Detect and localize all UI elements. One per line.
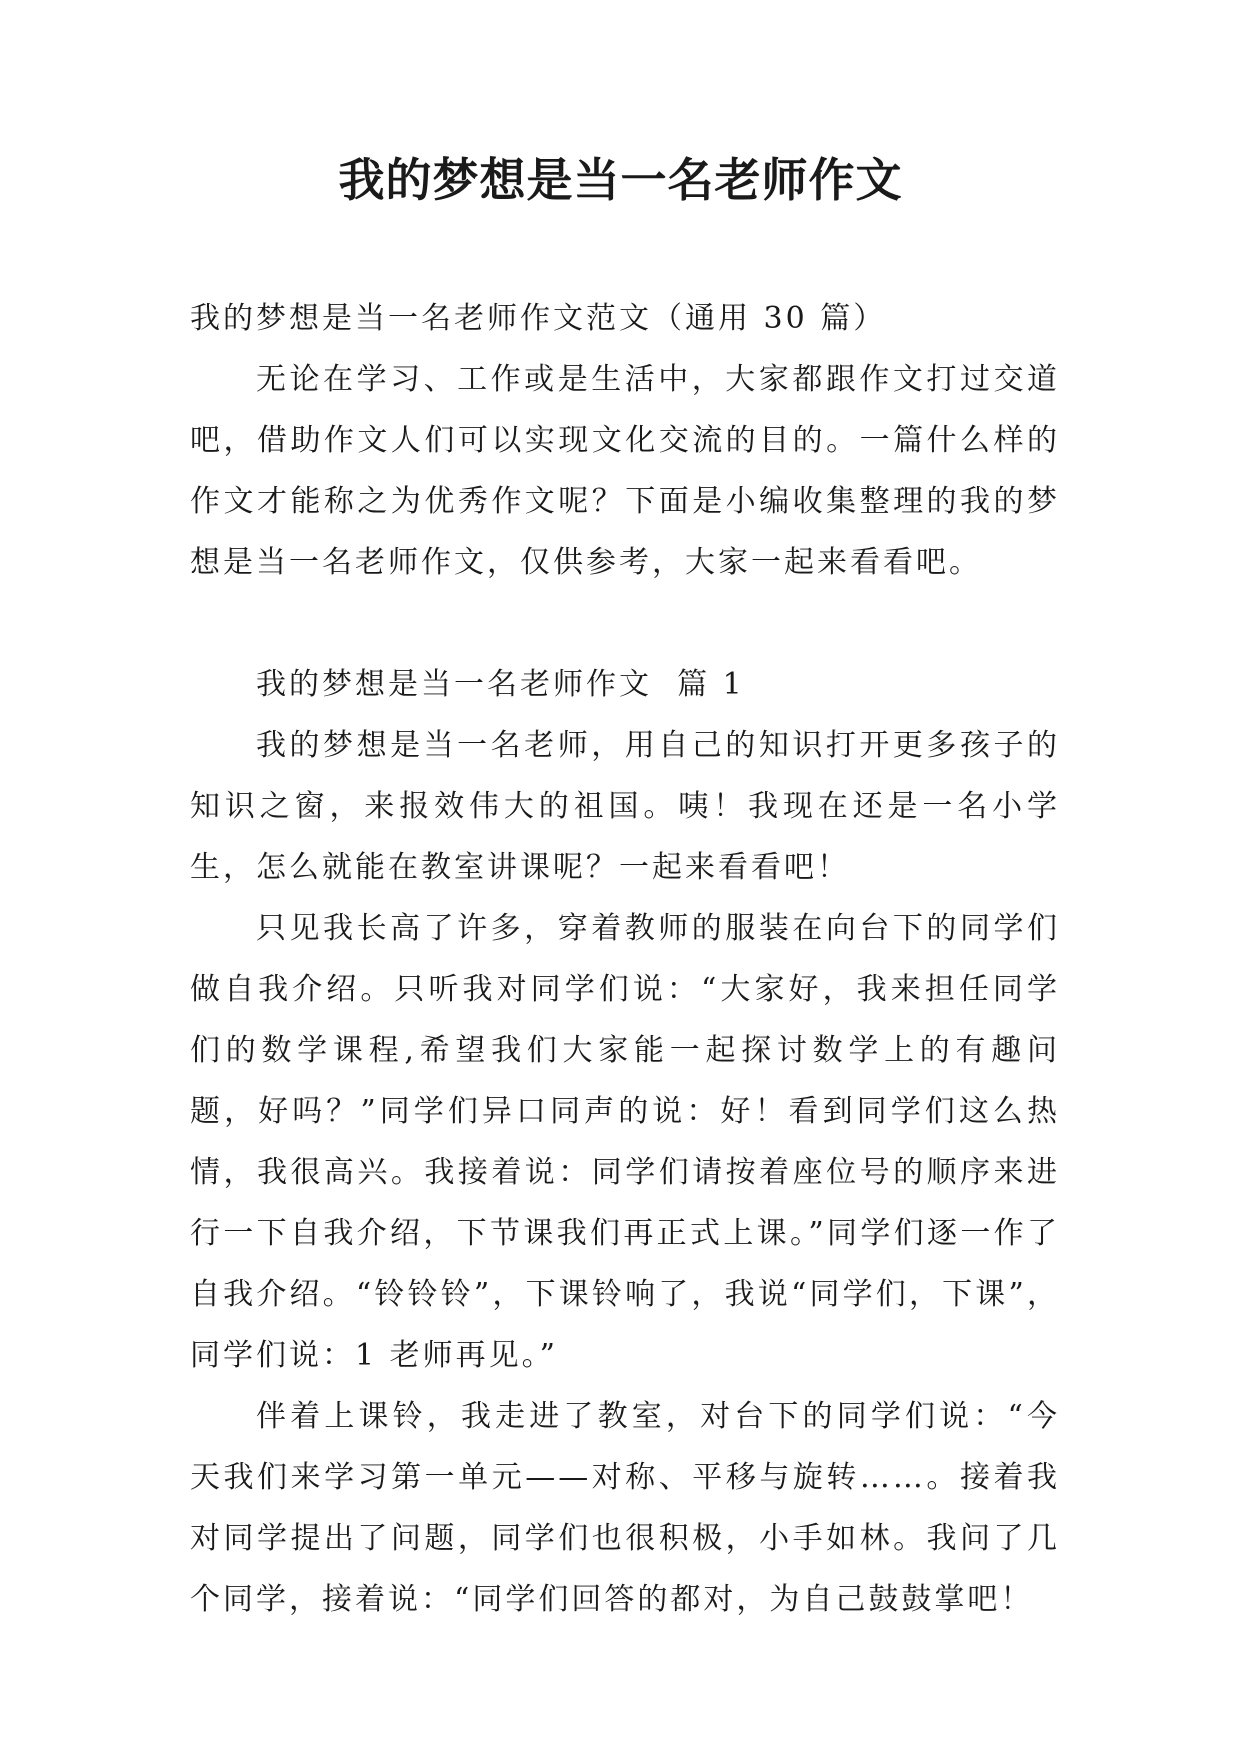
- body-paragraph: 只见我长高了许多，穿着教师的服装在向台下的同学们做自我介绍。只听我对同学们说：“大家好，我来担任同学们的数学课程,希望我们大家能一起探讨数学上的有趣问题，好吗？”同学们异口同声的说：好！看到同学们这么热情，我很高兴。我接着说：同学们请按着座位号的顺序来进行一下自我介绍，下节课我们再正式上课。”同学们逐一作了自我介绍。“铃铃铃”，下课铃响了，我说“同学们，下课”，同学们说：1 老师再见。”: [190, 911, 1060, 1373]
- section-heading: 我的梦想是当一名老师作文 篇 1: [256, 667, 745, 702]
- document-title: 我的梦想是当一名老师作文: [338, 153, 903, 207]
- body-paragraph: 我的梦想是当一名老师，用自己的知识打开更多孩子的知识之窗，来报效伟大的祖国。咦！我现在还是一名小学生，怎么就能在教室讲课呢？一起来看看吧！: [190, 728, 1060, 885]
- document-body: [190, 288, 1060, 1630]
- intro-paragraph: 无论在学习、工作或是生活中，大家都跟作文打过交道吧，借助作文人们可以实现文化交流的目的。一篇什么样的作文才能称之为优秀作文呢？下面是小编收集整理的我的梦想是当一名老师作文，仅供参考，大家一起来看看吧。: [190, 362, 1060, 580]
- document-subtitle: 我的梦想是当一名老师作文范文（通用 30 篇）: [190, 301, 887, 336]
- body-paragraph: 伴着上课铃，我走进了教室，对台下的同学们说：“今天我们来学习第一单元——对称、平移与旋转……。接着我对同学提出了问题，同学们也很积极，小手如林。我问了几个同学，接着说：“同学们回答的都对，为自己鼓鼓掌吧！: [190, 1399, 1060, 1617]
- section-spacer: [190, 593, 1060, 654]
